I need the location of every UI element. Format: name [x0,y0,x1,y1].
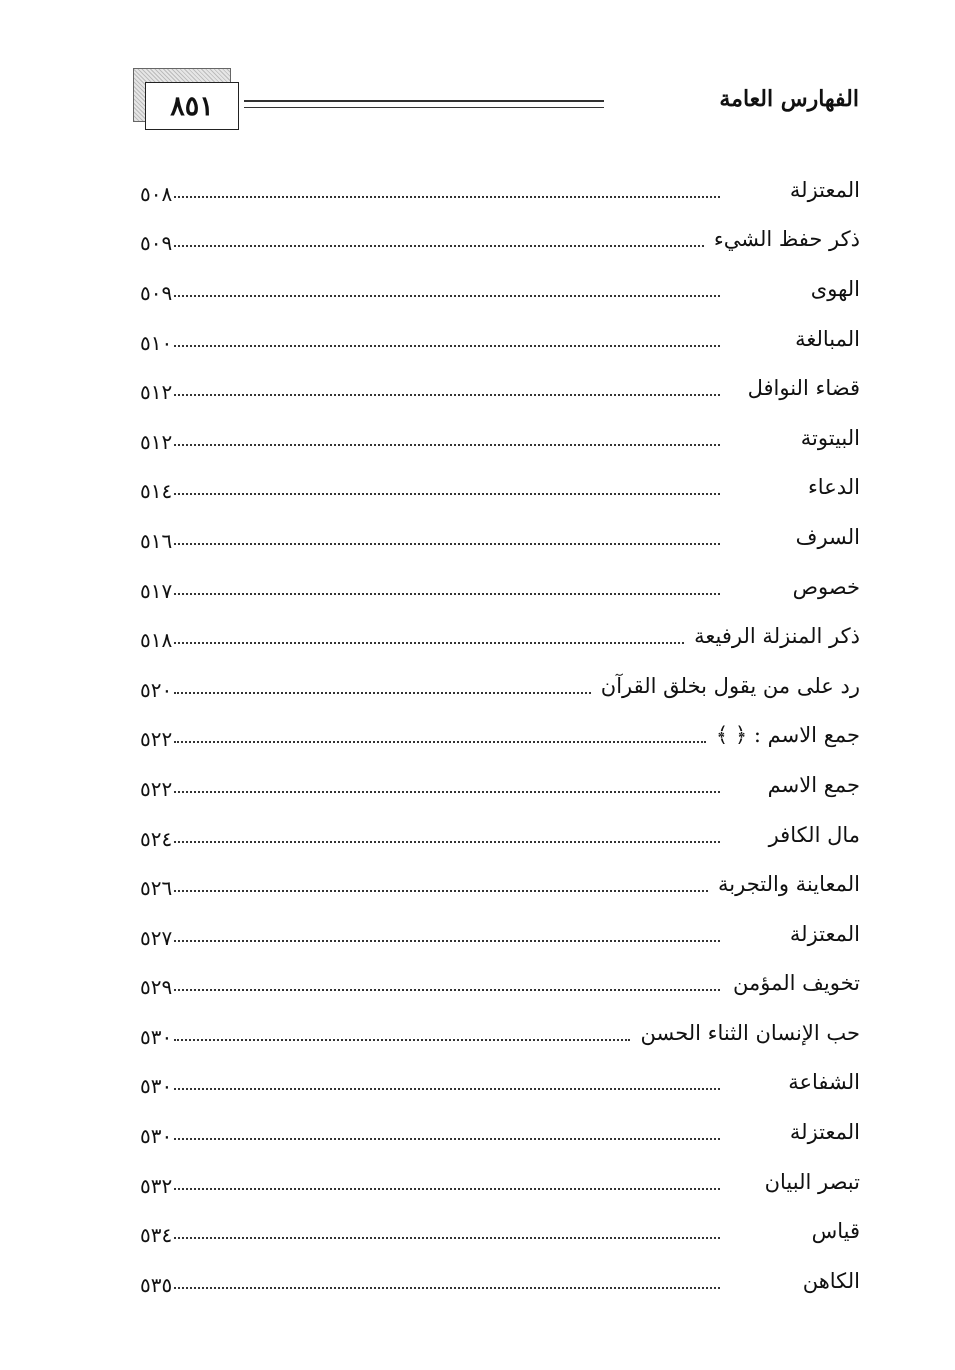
dot-leader [174,642,684,644]
index-entry [140,1058,860,1108]
entry-page: ٥٣٠ [140,1124,173,1149]
dot-leader [174,543,720,545]
dot-leader [174,1188,720,1190]
entry-page: ٥٣٠ [140,1074,173,1099]
index-entry [140,1008,860,1058]
index-entry [140,1107,860,1157]
entry-page: ٥١٨ [140,628,173,653]
entry-page: ٥٢٩ [140,975,173,1000]
header-rule [244,100,604,108]
entry-title: خصوص [792,574,860,599]
entry-page: ٥٣٥ [140,1272,173,1297]
dot-leader [174,1287,720,1289]
entry-page: ٥١٦ [140,528,173,553]
index-entry [140,661,860,711]
index-entry [140,810,860,860]
index-entry [140,413,860,463]
entry-title: مال الكافر [768,822,860,847]
entry-page: ٥٢٢ [140,727,173,752]
dot-leader [174,741,706,743]
index-entry [140,909,860,959]
page-number: ٨٥١ [145,82,239,130]
entry-title: رد على من يقول بخلق القرآن [600,673,860,698]
index-entry [140,1256,860,1306]
entry-title: البيتوتة [800,425,860,450]
index-entry [140,859,860,909]
entry-page: ٥٢٧ [140,925,173,950]
entry-page: ٥٣٠ [140,1024,173,1049]
index-entry [140,711,860,761]
index-entry [140,314,860,364]
entry-title: قضاء النوافل [747,376,860,401]
entry-page: ٥١٤ [140,479,173,504]
entry-title: المعتزلة [789,177,860,202]
entry-title: تبصر البيان [764,1169,860,1194]
entry-title: السرف [795,524,860,549]
dot-leader [174,940,720,942]
running-title: الفهارس العامة [719,86,859,112]
dot-leader [174,989,720,991]
entry-page: ٥٠٨ [140,181,173,206]
index-entry [140,165,860,215]
entry-title: قياس [811,1219,860,1244]
entry-page: ٥٠٩ [140,231,173,256]
entry-title: جمع الاسم : ﴿ ﴾ [715,723,860,748]
dot-leader [174,196,720,198]
entry-title: الهوى [810,276,860,301]
entry-title: حب الإنسان الثناء الحسن [640,1020,860,1045]
dot-leader [174,1088,720,1090]
index-list [140,165,860,1306]
entry-page: ٥٠٩ [140,280,173,305]
entry-title: الشفاعة [788,1070,860,1095]
page-header [0,0,955,150]
dot-leader [174,841,720,843]
index-entry [140,1157,860,1207]
dot-leader [174,295,720,297]
dot-leader [174,692,591,694]
index-entry [140,463,860,513]
index-entry [140,760,860,810]
entry-page: ٥٣٢ [140,1173,173,1198]
entry-page: ٥٣٤ [140,1223,173,1248]
dot-leader [174,791,720,793]
dot-leader [174,245,704,247]
entry-page: ٥٢٢ [140,776,173,801]
entry-title: المبالغة [795,326,860,351]
entry-title: ذكر المنزلة الرفيعة [694,624,860,649]
entry-title: المعاينة والتجربة [718,872,860,897]
dot-leader [174,444,720,446]
dot-leader [174,394,720,396]
dot-leader [174,1237,720,1239]
index-entry [140,1206,860,1256]
entry-page: ٥١٠ [140,330,173,355]
index-entry [140,363,860,413]
dot-leader [174,890,708,892]
dot-leader [174,493,720,495]
entry-page: ٥١٧ [140,578,173,603]
entry-title: ذكر حفظ الشيء [713,227,860,252]
entry-page: ٥٢٦ [140,876,173,901]
index-entry [140,264,860,314]
index-entry [140,512,860,562]
entry-title: الدعاء [807,475,860,500]
index-entry [140,562,860,612]
entry-title: المعتزلة [789,1120,860,1145]
index-entry [140,215,860,265]
entry-title: جمع الاسم [767,772,860,797]
entry-page: ٥١٢ [140,380,173,405]
dot-leader [174,345,720,347]
entry-page: ٥١٢ [140,429,173,454]
dot-leader [174,593,720,595]
index-entry [140,959,860,1009]
dot-leader [174,1138,720,1140]
entry-page: ٥٢٤ [140,826,173,851]
index-entry [140,611,860,661]
entry-title: الكاهن [802,1268,860,1293]
entry-title: المعتزلة [789,921,860,946]
entry-page: ٥٢٠ [140,677,173,702]
dot-leader [174,1039,630,1041]
entry-title: تخويف المؤمن [733,971,860,996]
